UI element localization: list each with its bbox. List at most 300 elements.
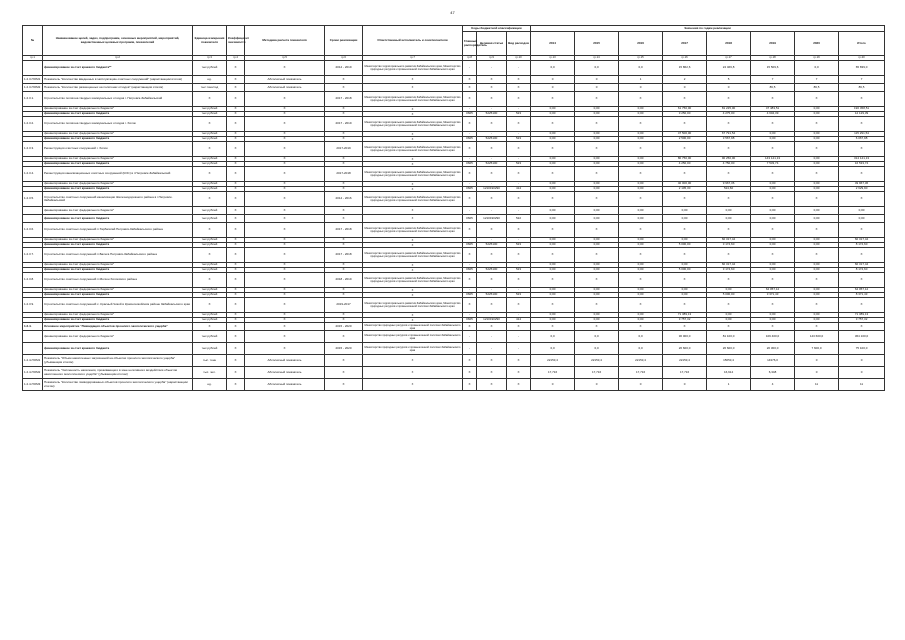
row-method: X [245,112,325,117]
row-name: финансирование за счет федерального бюджета* [43,157,193,162]
row-name: финансирование за счет федерального бюджета* [43,182,193,187]
row-year-value: 0,00 [575,137,619,142]
header-unit: Единица измерения показателя [193,26,227,56]
row-year-value: X [751,273,795,288]
row-unit: тыс.рублей [193,263,227,268]
row-vr: X [507,355,531,367]
row-term: X [325,107,363,112]
row-term: X [325,355,363,367]
row-year-value: X [531,192,575,207]
row-name: финансирование за счет краевого бюджета [43,162,193,167]
row-year-value: 0,00 [707,215,751,223]
column-number: гр.2 [43,56,193,61]
row-year-value: 22153,4 [663,355,707,367]
row-coef: X [227,92,245,107]
row-csr: 5225100 [477,162,507,167]
row-grbs: 0605 [463,215,477,223]
column-number: гр.1 [23,56,43,61]
row-year-value: X [619,323,663,331]
row-year-value: 0,00 [575,243,619,248]
row-method: X [245,142,325,157]
header-vr: Вид расходов [507,32,531,56]
row-name: финансирование за счет федерального бюджета* [43,207,193,215]
row-vr: 523 [507,137,531,142]
row-csr: - [477,157,507,162]
row-vr: X [507,84,531,92]
row-total: 49 967,36 [839,182,885,187]
row-csr: - [477,313,507,318]
row-term: X [325,268,363,273]
row-year-value: 0,00 [619,318,663,323]
row-method: Абсолютный показатель [245,84,325,92]
row-method: X [245,243,325,248]
table-row [23,167,885,182]
row-number: 1.2.3-ПОМ1 [23,76,43,84]
column-number: гр.8 [463,56,477,61]
row-method: X [245,343,325,355]
row-method: X [245,187,325,192]
table-row [23,142,885,157]
header-coef: Коэффициент значимости [227,26,245,56]
row-number: 1.2.4-ПОМ1 [23,355,43,367]
row-term: X [325,238,363,243]
row-year-value: X [663,223,707,238]
row-unit: тыс.рублей [193,293,227,298]
row-vr: - [507,313,531,318]
row-year-value: 0,0 [619,343,663,355]
row-year-value: 0,00 [531,263,575,268]
row-year-value: 0,00 [707,207,751,215]
row-year-value: 0,00 [531,162,575,167]
row-method: X [245,117,325,132]
header-num: № [23,26,43,56]
row-term: 2017 - 2018 [325,248,363,263]
row-unit: X [193,273,227,288]
row-year-value: X [751,248,795,263]
table-body [23,61,885,391]
row-coef: X [227,107,245,112]
column-number: гр.6 [325,56,363,61]
row-year-value: X [751,92,795,107]
row-vr: - [507,331,531,343]
row-year-value: 0,00 [619,187,663,192]
row-year-value: 6,348 [751,367,795,379]
row-year-value: 0,00 [531,318,575,323]
row-total: 6 067,98 [839,137,885,142]
row-year-value: 0,00 [795,238,839,243]
row-year-value: 0,00 [575,112,619,117]
row-grbs: - [463,331,477,343]
row-grbs: X [463,248,477,263]
row-year-value: 4 750,00 [707,162,751,167]
row-year-value: 7 600,0 [795,343,839,355]
row-unit: X [193,323,227,331]
row-method: X [245,288,325,293]
row-year-value: 0,00 [619,238,663,243]
row-year-value: X [575,223,619,238]
row-term: 2015 - 2020 [325,323,363,331]
table-row [23,192,885,207]
row-total: 71 389,13 [839,313,885,318]
row-method: X [245,157,325,162]
row-executor: Министерство территориального развития Забайкальского края, Министерство природных ресурсов и промышленной политики Забайкальского края [363,117,463,132]
row-year-value: 0,00 [795,112,839,117]
row-term: X [325,157,363,162]
row-year-value: 0,00 [751,215,795,223]
row-year-value: X [707,223,751,238]
row-coef: X [227,76,245,84]
row-year-value: X [795,323,839,331]
row-year-value: X [663,117,707,132]
row-name: финансирование за счет федерального бюджета* [43,331,193,343]
row-name: Показатель "Количество размещенных на полигонах отходов" (нарастающим итогом) [43,84,193,92]
row-grbs: 0605 [463,318,477,323]
row-csr: 1210190290 [477,187,507,192]
row-year-value: X [531,273,575,288]
row-unit: тыс.рублей [193,207,227,215]
row-year-value: 0,00 [795,313,839,318]
row-csr: 5225100 [477,112,507,117]
row-year-value: 0,00 [751,268,795,273]
row-name: финансирование за счет федерального бюджета* [43,107,193,112]
header-year: 2015 [575,32,619,56]
row-unit: тыс.рублей [193,157,227,162]
row-executor: X [363,293,463,298]
row-unit: тыс.рублей [193,215,227,223]
row-year-value: 0,00 [751,132,795,137]
row-year-value: X [575,167,619,182]
row-total: 11 [839,379,885,391]
row-name: финансирование за счет краевого бюджета [43,215,193,223]
row-year-value: 4 604,39 [751,112,795,117]
row-year-value: 0,00 [795,207,839,215]
row-csr: - [477,107,507,112]
row-csr: - [477,182,507,187]
row-method: X [245,248,325,263]
row-year-value: 0 [531,76,575,84]
row-method: X [245,293,325,298]
row-name: Основное мероприятие "Ликвидация объектов прошлого экологического ущерба" [43,323,193,331]
row-year-value: X [575,117,619,132]
row-grbs: X [463,323,477,331]
row-name: финансирование за счет краевого бюджета [43,243,193,248]
row-year-value: 15 509,6 [751,61,795,76]
row-year-value: 86,5 [795,84,839,92]
row-year-value: 40 000,00 [663,182,707,187]
header-year: 2017 [663,32,707,56]
row-vr: - [507,238,531,243]
header-year: 2018 [707,32,751,56]
row-total: 65 839,0 [839,61,885,76]
row-method: X [245,215,325,223]
row-unit: тыс.рублей [193,238,227,243]
row-term: X [325,207,363,215]
row-year-value: X [575,323,619,331]
row-executor: X [363,187,463,192]
row-grbs: 0605 [463,162,477,167]
row-year-value: 0,00 [619,207,663,215]
row-year-value: X [707,248,751,263]
row-number [23,207,43,215]
table-row [23,379,885,391]
row-year-value: X [707,117,751,132]
row-total: 8 174,60 [839,243,885,248]
row-year-value: 0 [707,84,751,92]
row-name: финансирование за счет краевого бюджета [43,137,193,142]
row-term: X [325,367,363,379]
row-executor: Министерство территориального развития Забайкальского края, Министерство природных ресурсов и промышленной политики Забайкальского края [363,273,463,288]
row-term: 2014 - 2019 [325,61,363,76]
row-total: 16 533,74 [839,162,885,167]
row-unit: тыс.рублей [193,112,227,117]
row-unit: X [193,248,227,263]
row-grbs: - [463,157,477,162]
row-term: X [325,162,363,167]
row-total: X [839,273,885,288]
row-year-value: 90 250,00 [707,157,751,162]
row-year-value: 0,0 [795,61,839,76]
row-unit: X [193,142,227,157]
row-method: X [245,107,325,112]
row-year-value: X [663,298,707,313]
row-year-value: 0,00 [795,182,839,187]
row-term: X [325,263,363,268]
row-year-value: 47 500,00 [663,132,707,137]
table-row [23,61,885,76]
row-number [23,331,43,343]
row-vr: 523 [507,162,531,167]
row-total: 0,00 [839,215,885,223]
row-coef: X [227,182,245,187]
row-year-value: X [619,298,663,313]
row-year-value: 0,00 [751,238,795,243]
row-grbs: X [463,298,477,313]
row-coef: X [227,343,245,355]
row-year-value: 0,00 [575,318,619,323]
row-vr: X [507,223,531,238]
row-year-value: 3 174,60 [707,243,751,248]
row-year-value: 0,00 [619,107,663,112]
row-csr: X [477,76,507,84]
row-year-value: X [531,167,575,182]
row-number: 1.2.3.7. [23,248,43,263]
row-csr: X [477,248,507,263]
row-vr: X [507,76,531,84]
row-grbs: - [463,238,477,243]
row-unit: тыс.рублей [193,162,227,167]
row-year-value: 0,00 [575,238,619,243]
row-year-value: X [531,298,575,313]
row-total: X [839,248,885,263]
row-coef: X [227,132,245,137]
row-coef: X [227,367,245,379]
row-year-value: 0,00 [531,243,575,248]
row-year-value: X [751,323,795,331]
row-csr: 5225100 [477,137,507,142]
row-total: X [839,142,885,157]
row-year-value: 0,00 [531,112,575,117]
row-executor: X [363,84,463,92]
row-year-value: X [619,273,663,288]
row-executor: Министерство территориального развития Забайкальского края, Министерство природных ресурсов и промышленной политики Забайкальского края [363,223,463,238]
row-year-value: X [619,92,663,107]
row-year-value: 0,0 [575,343,619,355]
row-term: X [325,318,363,323]
row-term: X [325,132,363,137]
row-executor: X [363,238,463,243]
row-term: 2017 - 2019 [325,117,363,132]
row-coef: X [227,263,245,268]
row-year-value: 0 [575,76,619,84]
row-year-value: X [531,223,575,238]
row-year-value: 2 [663,76,707,84]
row-csr: X [477,355,507,367]
row-year-value: 0,00 [575,107,619,112]
row-vr: X [507,298,531,313]
row-year-value: 2 500,00 [663,137,707,142]
row-unit: тыс.рублей [193,107,227,112]
row-year-value: 0,00 [795,243,839,248]
row-vr: X [507,379,531,391]
row-total: 8 371,43 [839,293,885,298]
row-year-value: X [619,192,663,207]
row-coef: X [227,331,245,343]
row-grbs: 0605 [463,293,477,298]
row-year-value: 0,00 [619,215,663,223]
row-vr: X [507,323,531,331]
row-year-value: 7 [795,76,839,84]
row-csr: - [477,263,507,268]
row-grbs: X [463,367,477,379]
column-number: гр.10 [507,56,531,61]
header-year: 2020 [795,32,839,56]
row-year-value: 81 225,00 [707,107,751,112]
row-total: 3 757,32 [839,318,885,323]
row-year-value: X [707,167,751,182]
row-name: Строительство полигона твердых коммунальных отходов г. Хилок [43,117,193,132]
row-grbs: 0605 [463,112,477,117]
row-year-value: 0,00 [663,238,707,243]
row-year-value: X [795,223,839,238]
row-unit: тыс.рублей [193,243,227,248]
row-year-value: 0 [575,84,619,92]
row-year-value: 0,00 [531,182,575,187]
row-vr: - [507,263,531,268]
row-year-value: 0,00 [575,157,619,162]
row-year-value: 0,00 [619,162,663,167]
row-unit: X [193,298,227,313]
row-number: 1.2.4-ПОМ3 [23,379,43,391]
row-name: Строительство очистных сооружений канализации Железнодорожного района в г.Петровск-Забайкальский [43,192,193,207]
row-grbs: 0605 [463,268,477,273]
row-vr: X [507,117,531,132]
row-year-value: 0,00 [575,263,619,268]
column-number: гр.16 [663,56,707,61]
row-year-value: 26 600,0 [707,343,751,355]
row-name: финансирование за счет федерального бюджета* [43,263,193,268]
row-year-value: 3 567,98 [707,137,751,142]
row-method: X [245,318,325,323]
row-year-value: 0,00 [795,162,839,167]
row-year-value: 4 275,00 [707,112,751,117]
row-year-value: 0,00 [751,318,795,323]
row-executor: Министерство территориального развития Забайкальского края, Министерство природных ресурсов и промышленной политики Забайкальского края [363,298,463,313]
row-number [23,343,43,355]
row-grbs: X [463,84,477,92]
row-coef: X [227,112,245,117]
row-grbs: - [463,263,477,268]
row-year-value: 109 400,0 [751,331,795,343]
row-unit: тыс.рублей [193,268,227,273]
row-year-value: 0,00 [531,107,575,112]
row-name: Реконструкция канализационных очистных сооружений (КОС) в г.Петровск-Забайкальский [43,167,193,182]
row-executor: X [363,182,463,187]
row-executor: X [363,76,463,84]
row-executor: X [363,379,463,391]
row-year-value: 80 750,00 [663,157,707,162]
row-year-value: 143 600,0 [795,331,839,343]
header-name: Наименование целей, задач, подпрограмм, основных мероприятий, мероприятий, ведомственных целевых программ, показателей [43,26,193,56]
row-year-value: 0,00 [575,187,619,192]
row-year-value: X [575,248,619,263]
row-total: 2 629,90 [839,187,885,192]
row-executor: X [363,367,463,379]
row-year-value: 0,00 [619,112,663,117]
row-year-value: 0,00 [751,182,795,187]
row-csr: X [477,323,507,331]
row-year-value: 0,00 [707,313,751,318]
row-method: X [245,238,325,243]
row-year-value: 0,00 [619,182,663,187]
row-unit: тыс.рублей [193,137,227,142]
row-total: 314 141,13 [839,157,885,162]
row-year-value: X [619,142,663,157]
row-year-value: X [795,142,839,157]
row-method: X [245,331,325,343]
row-year-value: X [707,323,751,331]
row-total: X [839,223,885,238]
row-year-value: 0,00 [663,288,707,293]
row-year-value: 0 [531,84,575,92]
row-term: 2018 - 2019 [325,273,363,288]
row-executor: X [363,162,463,167]
row-year-value: 16,914 [707,367,751,379]
row-total: 190 458,51 [839,107,885,112]
row-vr: X [507,367,531,379]
row-total: X [839,167,885,182]
row-unit: тыс. чел. [193,367,227,379]
row-number: 1.2.4. [23,323,43,331]
row-csr: X [477,379,507,391]
row-total: 0 [839,367,885,379]
row-csr: - [477,61,507,76]
row-year-value: X [663,192,707,207]
row-executor: X [363,112,463,117]
row-year-value: 0,0 [575,331,619,343]
row-vr: - [507,182,531,187]
row-number: 1.2.3.8. [23,273,43,288]
header-method: Методика расчета показателя [245,26,325,56]
row-csr: X [477,273,507,288]
row-executor: X [363,132,463,137]
row-year-value: 0,00 [795,288,839,293]
row-year-value: 0 [795,355,839,367]
row-method: X [245,137,325,142]
row-grbs: - [463,207,477,215]
row-year-value: 20 300,0 [751,343,795,355]
row-number: 1.2.4-ПОМ2 [23,367,43,379]
row-coef: X [227,298,245,313]
